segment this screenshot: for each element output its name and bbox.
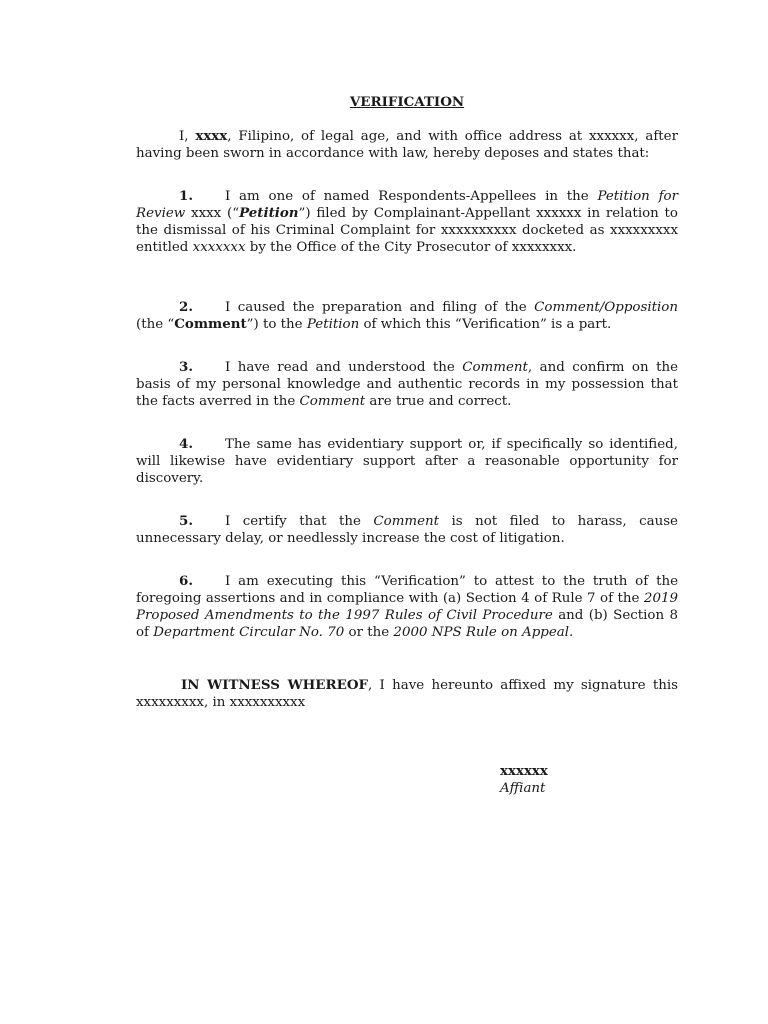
item-text-italic: Comment [373,514,440,529]
item-text-italic: Comment [462,360,528,375]
item-number: 1. [179,188,193,204]
item-text: (the “ [136,317,175,332]
item-2-paragraph [136,299,678,333]
item-number: 5. [179,513,193,529]
item-text: The same has evidentiary support or, if specifically so identified, will likewise have evidentiary support after a reasonable opportunity for discovery. [136,437,678,486]
signature-block [500,763,660,797]
item-number: 6. [179,573,193,589]
affiant-name-inline: xxxx [195,128,228,144]
signature-name: xxxxxx [500,763,548,779]
item-text: I certify that the [225,514,374,529]
item-text: and (b) Section 8 of [136,608,678,640]
intro-lead: I, [179,129,196,144]
document-title: VERIFICATION [349,94,465,110]
signature-role: Affiant [500,781,546,796]
item-text: xxxx (“ [185,206,240,221]
item-text: are true and correct. [365,394,512,409]
item-number: 4. [179,436,193,452]
item-text-italic: xxxxxxx [192,240,246,255]
item-text-bold: Comment [174,316,247,332]
item-text-italic: Comment/Opposition [534,300,678,315]
witness-heading: IN WITNESS WHEREOF [181,677,369,693]
item-4-paragraph [136,436,678,487]
intro-rest: , Filipino, of legal age, and with office address at xxxxxx, after having been sworn in accordance with law, hereby deposes and states that: [136,129,678,161]
item-text-bold-italic: Petition [239,205,299,221]
witness-paragraph [136,677,678,711]
witness-text: , I have hereunto affixed my signature this xxxxxxxxx, in xxxxxxxxxx [136,678,678,710]
item-5-paragraph [136,513,678,547]
item-text-italic: Petition [306,317,360,332]
item-number: 3. [179,359,193,375]
item-text: I caused the preparation and filing of the [225,300,535,315]
item-text: , and confirm on the basis of my personal knowledge and authentic records in my possession that the facts averred in the [136,360,679,409]
item-text-italic: Petition for Review [136,189,678,221]
item-text-italic: Comment [299,394,366,409]
item-text: ”) to the [246,317,307,332]
item-text: I am one of named Respondents-Appellees in the [225,189,598,204]
item-6-paragraph [136,573,678,641]
item-text: is not filed to harass, cause unnecessary delay, or needlessly increase the cost of litigation. [136,514,678,546]
item-text: I have read and understood the [225,360,463,375]
item-text-italic: Department Circular No. 70 [153,625,345,640]
intro-paragraph [136,128,678,162]
item-text: or the [344,625,394,640]
item-text: ”) filed by Complainant-Appellant xxxxxx in relation to the dismissal of his Criminal Complaint for xxxxxxxxxx docketed as xxxxxxxxx entitled [136,206,678,255]
item-text: I am executing this “Verification” to attest to the truth of the foregoing assertions and in compliance with (a) Section 4 of Rule 7 of the [136,574,678,606]
item-number: 2. [179,299,193,315]
item-3-paragraph [136,359,678,410]
item-text: of which this “Verification” is a part. [359,317,612,332]
item-text: by the Office of the City Prosecutor of xxxxxxxx. [245,240,577,255]
item-1-paragraph [136,188,678,256]
item-text-italic: 2019 Proposed Amendments to the 1997 Rules of Civil Procedure [136,591,678,623]
item-text-italic: 2000 NPS Rule on Appeal. [393,625,574,640]
